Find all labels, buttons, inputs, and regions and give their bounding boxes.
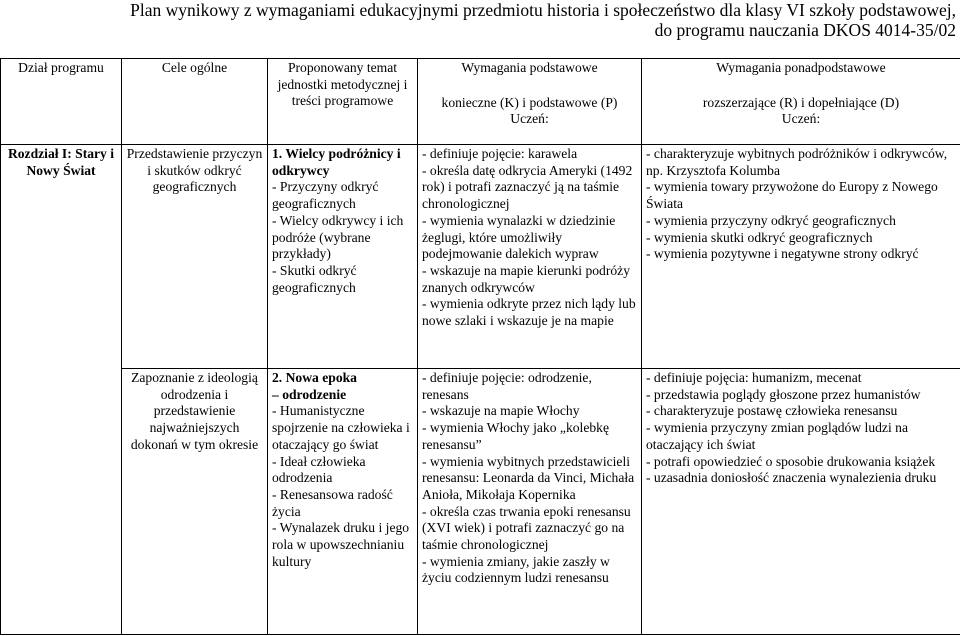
requirement-item: - wymienia przyczyny odkryć geograficznych: [646, 212, 896, 228]
requirement-item: - wymienia Włochy jako „kolebkę renesansu”: [422, 420, 609, 452]
header-advanced: [642, 59, 960, 145]
header-basic: [418, 59, 642, 145]
requirement-item: - potrafi opowiedzieć o sposobie drukowania książek: [646, 453, 936, 469]
topic-item: - Skutki odkryć geograficznych: [272, 262, 357, 295]
requirements-table: [0, 58, 960, 635]
header-basic-title: Wymagania podstawowe: [461, 60, 598, 75]
document-title: [60, 0, 960, 40]
topic-item: - Wynalazek druku i jego rola w upowszechnianiu kultury: [272, 520, 410, 569]
requirement-item: - wymienia towary przywożone do Europy z Nowego Świata: [646, 179, 938, 212]
requirement-item: - wymienia zmiany, jakie zaszły w życiu codziennym ludzi renesansu: [422, 553, 610, 586]
title-line-1: Plan wynikowy z wymaganiami edukacyjnymi przedmiotu historia i społeczeństwo dla klasy VI szkoły podstawowej,: [130, 0, 956, 20]
table-row: [1, 145, 960, 369]
header-section: Dział programu: [1, 59, 122, 145]
requirement-item: - określa datę odkrycia Ameryki (1492 rok) i potrafi zaznaczyć ją na taśmie chronologicznej: [422, 162, 633, 212]
header-topic: Proponowany temat jednostki metodycznej i treści programowe: [268, 59, 418, 145]
table-header-row: [1, 59, 960, 145]
topic-item: - Przyczyny odkryć geograficznych: [272, 179, 379, 212]
topic-cell: [268, 145, 418, 369]
advanced-requirements-cell: [642, 145, 960, 369]
topic-cell: [268, 369, 418, 635]
requirement-item: - wymienia pozytywne i negatywne strony odkryć: [646, 246, 919, 262]
requirement-item: - określa czas trwania epoki renesansu (XVI wiek) i potrafi zaznaczyć go na taśmie chronologicznej: [422, 503, 631, 553]
requirement-item: - wymienia przyczyny zmian poglądów ludzi na otaczający ich świat: [646, 420, 908, 452]
basic-requirements-cell: [418, 145, 642, 369]
header-advanced-sub2: Uczeń:: [781, 111, 821, 127]
requirement-item: - wymienia wynalazki w dziedzinie żeglugi, które umożliwiły podejmowanie dalekich wypraw: [422, 212, 616, 262]
advanced-requirements-cell: [642, 369, 960, 635]
topic-item: - Wielcy odkrywcy i ich podróże (wybrane przykłady): [272, 212, 404, 262]
section-cell: [1, 369, 122, 635]
topic-item: - Humanistyczne spojrzenie na człowieka i otaczający go świat: [272, 403, 410, 452]
requirement-item: - wskazuje na mapie Włochy: [422, 403, 580, 419]
header-basic-sub: konieczne (K) i podstawowe (P): [441, 94, 618, 110]
requirement-item: - uzasadnia doniosłość znaczenia wynalezienia druku: [646, 470, 937, 486]
requirement-item: - przedstawia poglądy głoszone przez humanistów: [646, 386, 921, 402]
goal-cell: Przedstawienie przyczyn i skutków odkryć geograficznych: [122, 145, 268, 369]
table-row: [1, 369, 960, 635]
section-cell: Rozdział I: Stary i Nowy Świat: [1, 145, 122, 369]
topic-item: - Renesansowa radość życia: [272, 486, 393, 519]
topic-title: 1. Wielcy podróżnicy i odkrywcy: [272, 146, 401, 178]
topic-title: 2. Nowa epoka: [272, 370, 357, 385]
goal-cell: Zapoznanie z ideologią odrodzenia i przedstawienie najważniejszych dokonań w tym okresie: [122, 369, 268, 635]
requirement-item: - definiuje pojęcie: karawela: [422, 146, 578, 161]
topic-item: - Ideał człowieka odrodzenia: [272, 453, 366, 486]
header-basic-sub2: Uczeń:: [510, 111, 549, 127]
header-advanced-title: Wymagania ponadpodstawowe: [716, 60, 886, 75]
requirement-item: - wymienia odkryte przez nich lądy lub nowe szlaki i wskazuje je na mapie: [422, 296, 636, 329]
requirement-item: - charakteryzuje wybitnych podróżników i odkrywców, np. Krzysztofa Kolumba: [646, 146, 948, 178]
title-line-2: do programu nauczania DKOS 4014-35/02: [654, 20, 956, 40]
requirement-item: - wskazuje na mapie kierunki podróży znanych odkrywców: [422, 262, 630, 295]
topic-title-continued: – odrodzenie: [272, 386, 347, 402]
requirement-item: - wymienia skutki odkryć geograficznych: [646, 229, 873, 245]
basic-requirements-cell: [418, 369, 642, 635]
header-advanced-sub: rozszerzające (R) i dopełniające (D): [702, 94, 900, 110]
requirement-item: - definiuje pojęcia: humanizm, mecenat: [646, 370, 862, 385]
requirement-item: - charakteryzuje postawę człowieka renesansu: [646, 403, 898, 419]
requirement-item: - wymienia wybitnych przedstawicieli renesansu: Leonarda da Vinci, Michała Anioła, Mikołaja Kopernika: [422, 453, 635, 502]
header-goals: Cele ogólne: [122, 59, 268, 145]
requirement-item: - definiuje pojęcie: odrodzenie, renesans: [422, 370, 592, 402]
